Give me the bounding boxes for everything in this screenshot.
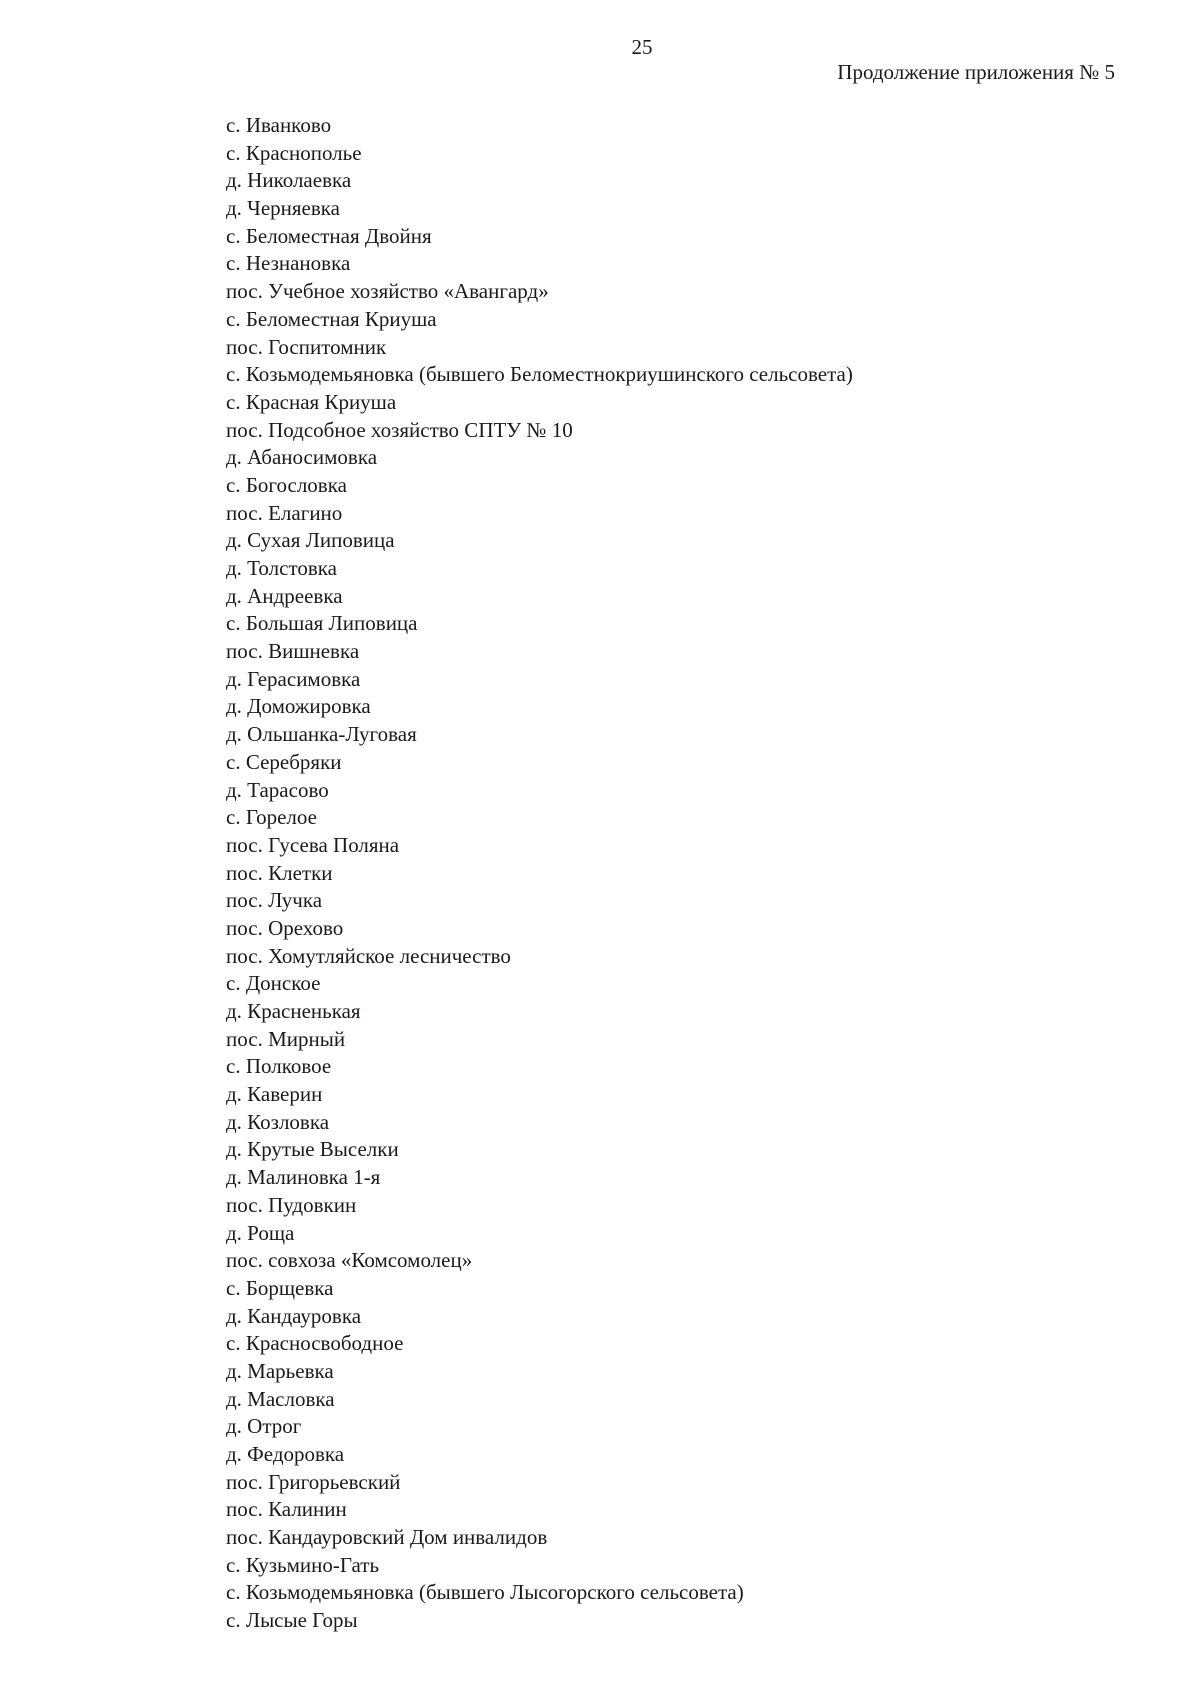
settlement-item: пос. совхоза «Комсомолец» [226, 1248, 473, 1273]
settlement-item: с. Лысые Горы [226, 1608, 358, 1633]
settlement-item: с. Красносвободное [226, 1331, 404, 1356]
settlement-item: с. Кузьмино-Гать [226, 1552, 380, 1577]
settlement-item: д. Николаевка [226, 168, 352, 193]
settlement-item: с. Богословка [226, 472, 347, 497]
settlement-item: д. Роща [226, 1220, 295, 1245]
settlement-item: д. Абаносимовка [226, 445, 378, 470]
settlement-item: с. Беломестная Криуша [226, 306, 437, 331]
settlement-item: д. Ольшанка-Луговая [226, 722, 417, 747]
settlement-item: пос. Лучка [226, 888, 323, 913]
settlement-item: д. Кандауровка [226, 1303, 362, 1328]
settlement-item: д. Федоровка [226, 1442, 345, 1466]
settlement-item: с. Козьмодемьяновка (бывшего Беломестнокриушинского сельсовета) [226, 362, 853, 387]
settlement-item: пос. Мирный [226, 1026, 346, 1051]
settlement-item: д. Малиновка 1-я [226, 1165, 381, 1190]
settlement-item: с. Борщевка [226, 1275, 334, 1300]
settlement-item: пос. Орехово [226, 915, 344, 940]
settlement-item: пос. Григорьевский [226, 1469, 401, 1494]
settlement-item: пос. Учебное хозяйство «Авангард» [226, 279, 549, 304]
settlement-item: с. Краснополье [226, 140, 362, 165]
settlement-item: пос. Гусева Поляна [226, 832, 400, 857]
settlement-list [226, 112, 853, 1635]
settlement-item: пос. Пудовкин [226, 1192, 357, 1217]
settlement-item: с. Красная Криуша [226, 389, 397, 414]
settlement-item: с. Большая Липовица [226, 611, 418, 636]
settlement-item: с. Горелое [226, 805, 317, 830]
settlement-item: д. Толстовка [226, 556, 337, 580]
settlement-item: с. Полковое [226, 1054, 332, 1079]
settlement-item: с. Беломестная Двойня [226, 223, 432, 248]
settlement-item: с. Серебряки [226, 749, 342, 774]
settlement-item: д. Масловка [226, 1386, 335, 1411]
settlement-item: д. Доможировка [226, 694, 371, 719]
settlement-item: пос. Госпитомник [226, 334, 387, 359]
settlement-item: д. Красненькая [226, 999, 361, 1023]
settlement-item: д. Герасимовка [226, 666, 361, 691]
settlement-item: с. Донское [226, 971, 321, 996]
settlement-item: д. Сухая Липовица [226, 528, 395, 553]
settlement-item: пос. Елагино [226, 500, 343, 525]
settlement-item: пос. Клетки [226, 860, 333, 885]
settlement-item: д. Черняевка [226, 196, 340, 221]
settlement-item: д. Крутые Выселки [226, 1137, 399, 1162]
settlement-item: с. Иванково [226, 113, 332, 137]
settlement-item: д. Андреевка [226, 583, 343, 608]
settlement-item: с. Козьмодемьяновка (бывшего Лысогорского сельсовета) [226, 1580, 744, 1605]
settlement-item: д. Каверин [226, 1082, 323, 1107]
settlement-item: пос. Подсобное хозяйство СПТУ № 10 [226, 417, 573, 442]
page-number: 25 [631, 35, 653, 59]
settlement-item: пос. Хомутляйское лесничество [226, 943, 511, 968]
settlement-item: с. Незнановка [226, 251, 351, 276]
settlement-item: пос. Вишневка [226, 639, 360, 664]
appendix-continuation-note: Продолжение приложения № 5 [837, 60, 1115, 84]
settlement-item: пос. Кандауровский Дом инвалидов [226, 1525, 548, 1550]
settlement-item: д. Марьевка [226, 1358, 334, 1383]
settlement-item: д. Тарасово [226, 777, 329, 802]
settlement-item: пос. Калинин [226, 1497, 347, 1522]
settlement-item: д. Козловка [226, 1109, 330, 1134]
settlement-item: д. Отрог [226, 1414, 302, 1439]
